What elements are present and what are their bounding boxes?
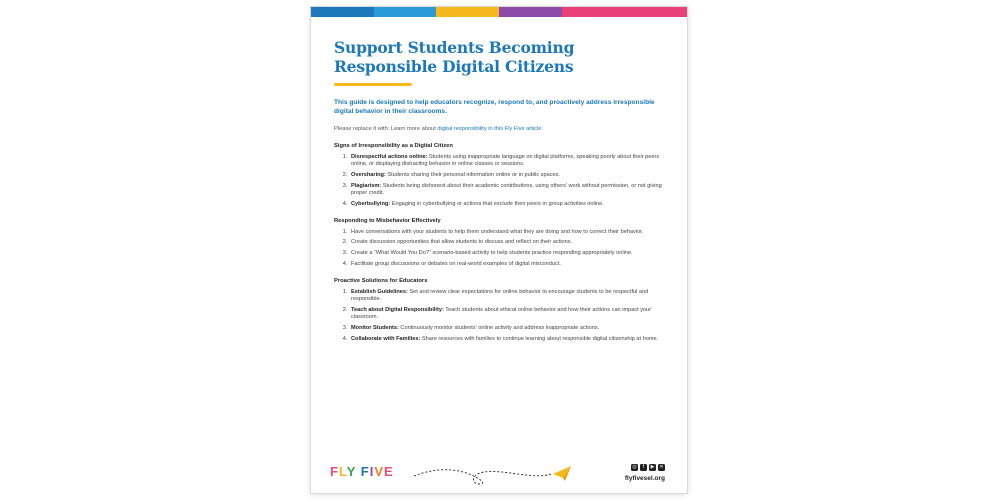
list-item-text: Students using inappropriate language on digital platforms, speaking poorly about their peers online, or displaying distracting behavior in online classes or sessions. bbox=[351, 154, 660, 168]
list-item-text: Have conversations with your students to help them understand what they are doing and how to correct their behavior. bbox=[351, 228, 644, 235]
article-link[interactable]: digital responsibility in this Fly Five article. bbox=[437, 126, 543, 132]
list-item bbox=[349, 183, 664, 197]
section-heading: Proactive Solutions for Educators bbox=[334, 278, 428, 285]
paper-plane-icon bbox=[553, 466, 571, 481]
social-links bbox=[631, 464, 665, 471]
website-link[interactable]: flyfivesel.org bbox=[624, 475, 665, 482]
list-item bbox=[349, 307, 664, 321]
list-item-text: Teach students about ethical online behavior and how their actions can impact your classroom. bbox=[351, 306, 652, 321]
list-item-lead: Oversharing: bbox=[351, 171, 386, 178]
section-list bbox=[334, 289, 664, 343]
list-item bbox=[349, 229, 664, 236]
section-heading: Signs of Irresponsibility as a Digital Citizen bbox=[334, 143, 453, 149]
list-item bbox=[349, 250, 664, 257]
logo-letter: V bbox=[374, 464, 385, 479]
youtube-icon[interactable]: ▶ bbox=[650, 464, 655, 470]
color-bar-segment bbox=[562, 7, 625, 17]
list-item-text: Continuously monitor students’ online activity and address inappropriate actions. bbox=[398, 324, 600, 331]
list-item bbox=[349, 201, 664, 208]
list-item-lead: Cyberbullying: bbox=[351, 200, 391, 207]
section-list bbox=[334, 154, 664, 208]
list-item bbox=[349, 336, 664, 343]
list-item-text: Create a “What Would You Do?” scenario-based activity to help students practice responding appropriately online. bbox=[351, 250, 633, 257]
list-item bbox=[349, 154, 664, 168]
color-bar-segment bbox=[374, 7, 437, 17]
replace-note-text: Please replace it with: Learn more about bbox=[334, 126, 438, 132]
list-item-lead: Teach about Digital Responsibility: bbox=[351, 306, 444, 313]
facebook-icon[interactable]: f bbox=[640, 464, 647, 471]
list-item-text: Students being dishonest about their academic contributions, using others’ work without permission, or not giving proper credit. bbox=[351, 182, 662, 196]
list-item bbox=[349, 261, 664, 268]
list-item-lead: Disrespectful actions online: bbox=[351, 154, 428, 160]
color-bar-segment bbox=[499, 7, 562, 17]
color-bar bbox=[311, 7, 687, 17]
list-item bbox=[349, 239, 664, 246]
logo-letter: Y bbox=[346, 464, 357, 479]
x-icon[interactable]: ✕ bbox=[659, 464, 664, 470]
section-list bbox=[334, 229, 664, 268]
footer bbox=[311, 462, 687, 492]
fly-five-logo bbox=[330, 464, 394, 479]
logo-letter: F bbox=[360, 464, 370, 479]
document-content bbox=[334, 38, 664, 346]
logo-letter: E bbox=[384, 464, 394, 479]
title-underline bbox=[334, 83, 412, 86]
list-item-lead: Monitor Students: bbox=[351, 324, 399, 331]
list-item-text: Engaging in cyberbullying or actions that exclude their peers in group activities online. bbox=[390, 200, 604, 207]
section-heading: Responding to Misbehavior Effectively bbox=[334, 217, 441, 224]
list-item-lead: Establish Guidelines: bbox=[351, 289, 408, 296]
logo-letter: F bbox=[330, 464, 339, 479]
list-item-text: Students sharing their personal information online or in public spaces. bbox=[385, 171, 560, 178]
logo-letter: L bbox=[338, 464, 347, 479]
sections bbox=[334, 142, 664, 343]
list-item-lead: Collaborate with Families: bbox=[351, 335, 421, 342]
list-item-text: Create discussion opportunities that allow students to discuss and reflect on their actions. bbox=[351, 239, 573, 246]
list-item-lead: Plagiarism: bbox=[351, 182, 382, 189]
list-item-text: Share resources with families to continue learning about responsible digital citizenship at home. bbox=[420, 335, 659, 342]
replace-note bbox=[334, 125, 664, 133]
list-item-text: Facilitate group discussions or debates on real-world examples of digital misconduct. bbox=[351, 260, 561, 267]
logo-letter: I bbox=[369, 464, 375, 479]
list-item bbox=[349, 325, 664, 332]
list-item-text: Set and review clear expectations for online behavior to encourage students to be respectful and responsible. bbox=[351, 289, 649, 303]
intro-text: This guide is designed to help educators recognize, respond to, and proactively address irresponsible digital behavior in their classrooms. bbox=[334, 99, 655, 115]
list-item bbox=[349, 289, 664, 303]
page-title bbox=[334, 38, 664, 76]
color-bar-segment bbox=[311, 7, 374, 17]
title-line-2: Responsible Digital Citizens bbox=[334, 57, 574, 76]
list-item bbox=[349, 172, 664, 179]
color-bar-segment bbox=[436, 7, 499, 17]
title-line-1: Support Students Becoming bbox=[334, 38, 575, 57]
instagram-icon[interactable]: ◎ bbox=[632, 464, 637, 470]
color-bar-segment bbox=[624, 7, 687, 17]
document-page bbox=[311, 7, 687, 493]
